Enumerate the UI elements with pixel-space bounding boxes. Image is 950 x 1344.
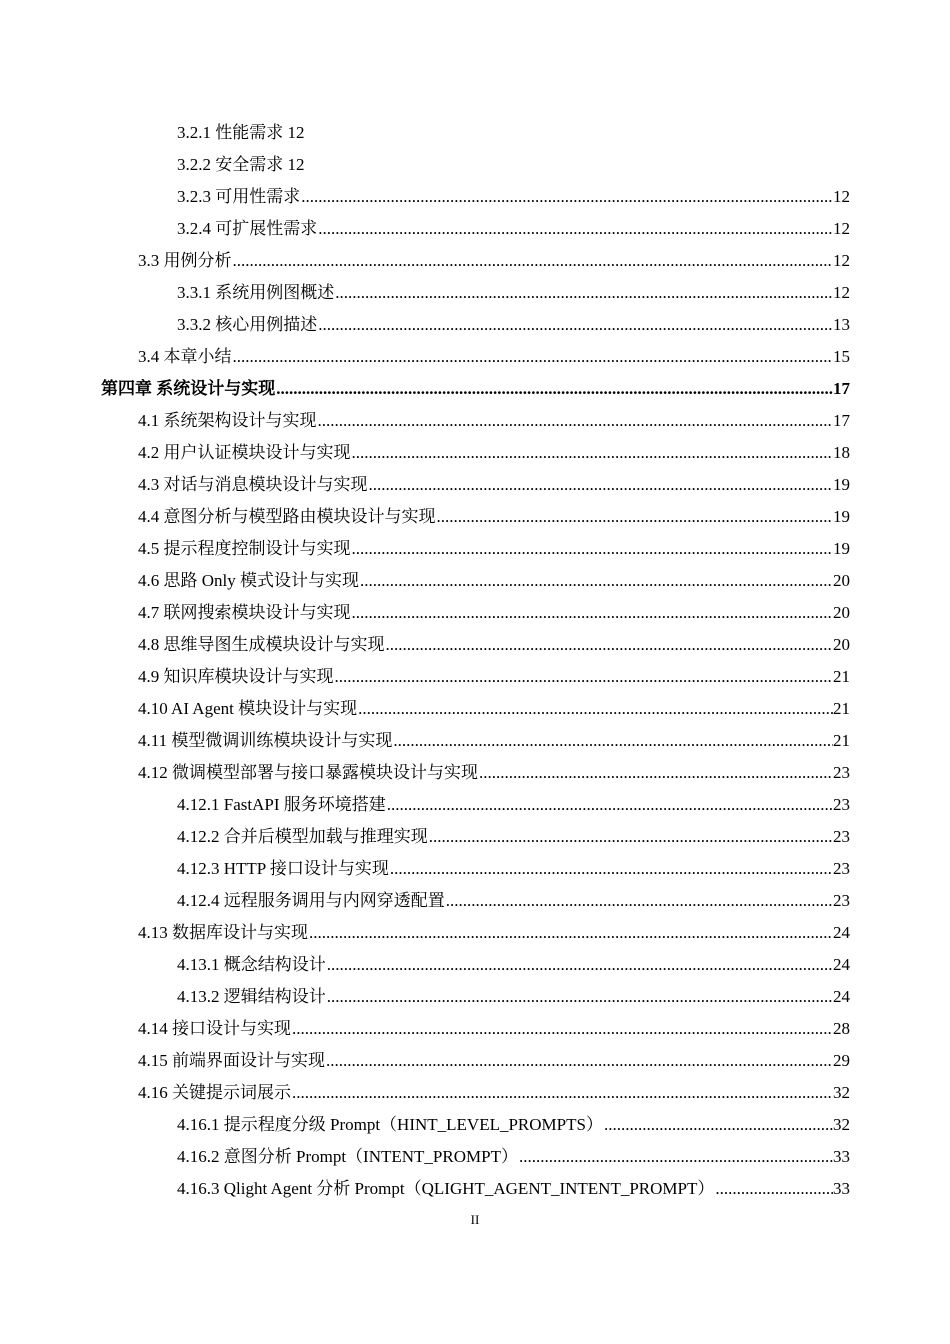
toc-leader-dots bbox=[352, 598, 834, 628]
toc-entry[interactable] bbox=[177, 310, 850, 340]
toc-leader-dots bbox=[292, 1078, 833, 1108]
toc-entry-title: 4.13.2 逻辑结构设计 bbox=[177, 987, 326, 1006]
toc-entry-title: 4.12.4 远程服务调用与内网穿透配置 bbox=[177, 891, 445, 910]
toc-entry-title: 3.2.3 可用性需求 bbox=[177, 187, 301, 206]
toc-leader-dots bbox=[326, 1046, 833, 1076]
toc-entry-title: 4.16 关键提示词展示 bbox=[138, 1083, 291, 1102]
toc-entry-page: 24 bbox=[833, 987, 850, 1006]
toc-leader-dots bbox=[604, 1110, 833, 1140]
toc-entry-page: 18 bbox=[833, 443, 850, 462]
page-number: II bbox=[470, 1212, 480, 1227]
toc-entry[interactable] bbox=[177, 1142, 850, 1172]
toc-leader-dots bbox=[233, 246, 834, 276]
toc-entry[interactable] bbox=[177, 150, 305, 180]
toc-entry[interactable] bbox=[138, 758, 850, 788]
toc-entry-title: 4.4 意图分析与模型路由模块设计与实现 bbox=[138, 507, 436, 526]
toc-leader-dots bbox=[387, 790, 833, 820]
toc-entry[interactable] bbox=[138, 566, 850, 596]
toc-entry-title: 4.16.3 Qlight Agent 分析 Prompt（QLIGHT_AGENT_INTENT_PROMPT） bbox=[177, 1179, 715, 1198]
toc-entry[interactable] bbox=[101, 374, 850, 404]
toc-leader-dots bbox=[390, 854, 833, 884]
toc-entry-page: 23 bbox=[833, 795, 850, 814]
toc-entry-title: 4.3 对话与消息模块设计与实现 bbox=[138, 475, 368, 494]
toc-entry[interactable] bbox=[138, 470, 850, 500]
toc-entry-title: 4.13 数据库设计与实现 bbox=[138, 923, 308, 942]
toc-leader-dots bbox=[352, 438, 834, 468]
toc-entry[interactable] bbox=[138, 726, 850, 756]
toc-entry-page: 29 bbox=[833, 1051, 850, 1070]
toc-entry-title: 4.12.3 HTTP 接口设计与实现 bbox=[177, 859, 389, 878]
toc-leader-dots bbox=[479, 758, 833, 788]
toc-entry[interactable] bbox=[177, 278, 850, 308]
toc-entry[interactable] bbox=[138, 342, 850, 372]
toc-entry-title: 3.2.1 性能需求 12 bbox=[177, 123, 305, 142]
toc-entry-page: 23 bbox=[833, 827, 850, 846]
toc-entry[interactable] bbox=[138, 534, 850, 564]
toc-leader-dots bbox=[276, 374, 833, 404]
toc-entry-page: 19 bbox=[833, 539, 850, 558]
toc-entry-title: 3.2.2 安全需求 12 bbox=[177, 155, 305, 174]
toc-entry[interactable] bbox=[177, 214, 850, 244]
toc-entry[interactable] bbox=[138, 630, 850, 660]
toc-leader-dots bbox=[429, 822, 833, 852]
toc-entry-page: 33 bbox=[833, 1179, 850, 1198]
toc-entry-page: 20 bbox=[833, 635, 850, 654]
toc-entry-title: 3.2.4 可扩展性需求 bbox=[177, 219, 318, 238]
toc-entry[interactable] bbox=[138, 246, 850, 276]
toc-entry-title: 3.3.2 核心用例描述 bbox=[177, 315, 318, 334]
toc-entry-page: 24 bbox=[833, 955, 850, 974]
toc-entry-page: 23 bbox=[833, 859, 850, 878]
toc-entry[interactable] bbox=[138, 1078, 850, 1108]
toc-entry[interactable] bbox=[177, 886, 850, 916]
toc-entry-title: 4.6 思路 Only 模式设计与实现 bbox=[138, 571, 359, 590]
toc-entry[interactable] bbox=[177, 1174, 850, 1204]
toc-entry-title: 4.10 AI Agent 模块设计与实现 bbox=[138, 699, 358, 718]
toc-leader-dots bbox=[233, 342, 834, 372]
toc-leader-dots bbox=[715, 1174, 833, 1204]
toc-entry-title: 4.14 接口设计与实现 bbox=[138, 1019, 291, 1038]
toc-entry-title: 4.2 用户认证模块设计与实现 bbox=[138, 443, 351, 462]
toc-entry-page: 19 bbox=[833, 475, 850, 494]
toc-leader-dots bbox=[318, 406, 834, 436]
toc-entry[interactable] bbox=[138, 1014, 850, 1044]
toc-entry-page: 17 bbox=[833, 379, 850, 398]
toc-entry-title: 第四章 系统设计与实现 bbox=[101, 379, 276, 398]
toc-entry-page: 21 bbox=[833, 731, 850, 750]
toc-entry-page: 13 bbox=[833, 315, 850, 334]
toc-entry[interactable] bbox=[177, 118, 305, 148]
toc-entry[interactable] bbox=[138, 918, 850, 948]
toc-entry[interactable] bbox=[138, 502, 850, 532]
toc-entry-title: 3.4 本章小结 bbox=[138, 347, 232, 366]
toc-leader-dots bbox=[309, 918, 833, 948]
toc-entry-title: 4.15 前端界面设计与实现 bbox=[138, 1051, 325, 1070]
toc-leader-dots bbox=[386, 630, 834, 660]
toc-entry-page: 20 bbox=[833, 603, 850, 622]
toc-entry[interactable] bbox=[177, 790, 850, 820]
toc-entry-title: 4.13.1 概念结构设计 bbox=[177, 955, 326, 974]
toc-leader-dots bbox=[437, 502, 834, 532]
toc-entry-page: 12 bbox=[833, 187, 850, 206]
toc-entry-page: 32 bbox=[833, 1115, 850, 1134]
toc-leader-dots bbox=[335, 662, 834, 692]
toc-leader-dots bbox=[360, 566, 833, 596]
toc-entry-page: 12 bbox=[833, 219, 850, 238]
toc-entry-page: 19 bbox=[833, 507, 850, 526]
toc-leader-dots bbox=[327, 982, 833, 1012]
toc-entry[interactable] bbox=[177, 854, 850, 884]
toc-leader-dots bbox=[335, 278, 833, 308]
toc-entry-page: 32 bbox=[833, 1083, 850, 1102]
toc-entry-title: 4.16.1 提示程度分级 Prompt（HINT_LEVEL_PROMPTS） bbox=[177, 1115, 603, 1134]
toc-entry[interactable] bbox=[177, 950, 850, 980]
toc-entry[interactable] bbox=[138, 662, 850, 692]
toc-entry-page: 12 bbox=[833, 251, 850, 270]
toc-entry-title: 3.3.1 系统用例图概述 bbox=[177, 283, 335, 302]
toc-entry-page: 23 bbox=[833, 891, 850, 910]
toc-entry[interactable] bbox=[138, 694, 850, 724]
toc-entry-title: 4.8 思维导图生成模块设计与实现 bbox=[138, 635, 385, 654]
toc-entry[interactable] bbox=[138, 406, 850, 436]
toc-entry-title: 4.5 提示程度控制设计与实现 bbox=[138, 539, 351, 558]
toc-leader-dots bbox=[318, 214, 833, 244]
toc-leader-dots bbox=[393, 726, 833, 756]
toc-entry-page: 17 bbox=[833, 411, 850, 430]
toc-entry[interactable] bbox=[177, 822, 850, 852]
toc-leader-dots bbox=[327, 950, 833, 980]
toc-entry[interactable] bbox=[138, 438, 850, 468]
toc-entry-title: 4.12 微调模型部署与接口暴露模块设计与实现 bbox=[138, 763, 478, 782]
toc-entry-page: 15 bbox=[833, 347, 850, 366]
toc-entry-page: 24 bbox=[833, 923, 850, 942]
toc-leader-dots bbox=[519, 1142, 833, 1172]
toc-entry-title: 3.3 用例分析 bbox=[138, 251, 232, 270]
toc-entry-title: 4.7 联网搜索模块设计与实现 bbox=[138, 603, 351, 622]
toc-entry[interactable] bbox=[177, 182, 850, 212]
toc-entry-title: 4.12.1 FastAPI 服务环境搭建 bbox=[177, 795, 386, 814]
toc-entry-title: 4.11 模型微调训练模块设计与实现 bbox=[138, 731, 393, 750]
toc-entry-page: 20 bbox=[833, 571, 850, 590]
toc-entry-page: 12 bbox=[833, 283, 850, 302]
toc-leader-dots bbox=[352, 534, 834, 564]
toc-entry-page: 28 bbox=[833, 1019, 850, 1038]
toc-leader-dots bbox=[369, 470, 834, 500]
toc-entry-page: 21 bbox=[833, 699, 850, 718]
toc-leader-dots bbox=[301, 182, 833, 212]
toc-entry-title: 4.1 系统架构设计与实现 bbox=[138, 411, 317, 430]
toc-entry[interactable] bbox=[177, 1110, 850, 1140]
toc-entry-page: 33 bbox=[833, 1147, 850, 1166]
toc-leader-dots bbox=[292, 1014, 833, 1044]
toc-leader-dots bbox=[446, 886, 833, 916]
toc-entry-page: 23 bbox=[833, 763, 850, 782]
toc-entry[interactable] bbox=[177, 982, 850, 1012]
toc-entry-title: 4.9 知识库模块设计与实现 bbox=[138, 667, 334, 686]
toc-leader-dots bbox=[318, 310, 833, 340]
toc-entry-page: 21 bbox=[833, 667, 850, 686]
toc-entry[interactable] bbox=[138, 1046, 850, 1076]
toc-entry-title: 4.12.2 合并后模型加载与推理实现 bbox=[177, 827, 428, 846]
toc-entry[interactable] bbox=[138, 598, 850, 628]
toc-entry-title: 4.16.2 意图分析 Prompt（INTENT_PROMPT） bbox=[177, 1147, 518, 1166]
toc-leader-dots bbox=[358, 694, 833, 724]
